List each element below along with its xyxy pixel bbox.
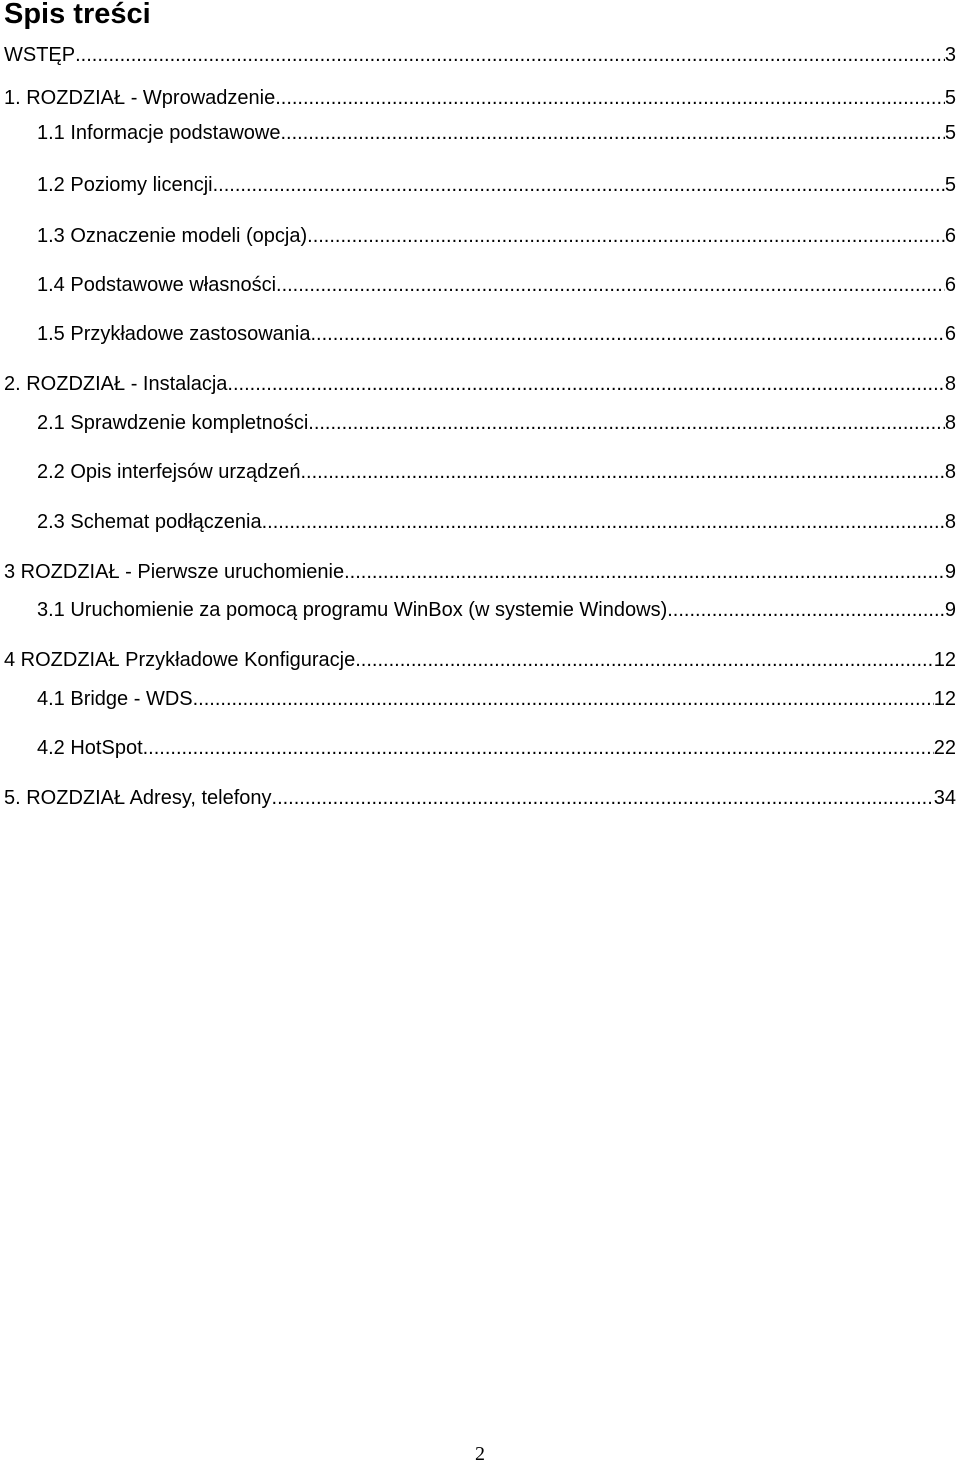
toc-entry-page: 5 (944, 122, 956, 144)
toc-dot-leader (300, 458, 944, 486)
toc-entry-label: 4 ROZDZIAŁ Przykładowe Konfiguracje (4, 649, 356, 671)
toc-entry-page: 3 (944, 44, 956, 66)
toc-dot-leader (213, 171, 945, 199)
toc-entry-label: 4.1 Bridge - WDS (37, 688, 193, 710)
toc-entry-label: 2. ROZDZIAŁ - Instalacja (4, 373, 228, 395)
toc-entry[interactable] (37, 508, 956, 536)
toc-entry-page: 8 (944, 373, 956, 395)
toc-entry-page: 5 (944, 87, 956, 109)
toc-entry-page: 6 (944, 274, 956, 296)
toc-entry[interactable] (37, 685, 956, 713)
toc-entry-label: WSTĘP (4, 44, 76, 66)
toc-entry[interactable] (37, 734, 956, 762)
toc-entry-page: 8 (944, 511, 956, 533)
toc-entry[interactable] (37, 171, 956, 199)
toc-dot-leader (227, 370, 944, 398)
toc-entry-label: 2.2 Opis interfejsów urządzeń (37, 461, 301, 483)
toc-dot-leader (280, 119, 944, 147)
toc-entry[interactable] (4, 84, 956, 112)
toc-entry-label: 2.1 Sprawdzenie kompletności (37, 412, 309, 434)
toc-entry-label: 1.4 Podstawowe własności (37, 274, 277, 296)
toc-entry-page: 8 (944, 461, 956, 483)
toc-dot-leader (143, 734, 934, 762)
toc-entry-page: 12 (933, 688, 956, 710)
toc-entry[interactable] (37, 119, 956, 147)
toc-entry-page: 22 (933, 737, 956, 759)
toc-entry-label: 1.5 Przykładowe zastosowania (37, 323, 311, 345)
toc-entry-label: 4.2 HotSpot (37, 737, 143, 759)
toc-entry-label: 2.3 Schemat podłączenia (37, 511, 262, 533)
toc-entry-label: 1.1 Informacje podstawowe (37, 122, 281, 144)
toc-entry-label: 1. ROZDZIAŁ - Wprowadzenie (4, 87, 276, 109)
toc-entry[interactable] (4, 41, 956, 69)
toc-entry-page: 34 (933, 787, 956, 809)
toc-entry-page: 8 (944, 412, 956, 434)
toc-dot-leader (308, 409, 945, 437)
toc-entry-page: 6 (944, 225, 956, 247)
toc-entry[interactable] (4, 558, 956, 586)
toc-dot-leader (75, 41, 945, 69)
toc-dot-leader (355, 646, 934, 674)
toc-dot-leader (275, 84, 945, 112)
toc-entry[interactable] (37, 320, 956, 348)
toc-dot-leader (310, 320, 944, 348)
toc-entry-label: 3 ROZDZIAŁ - Pierwsze uruchomienie (4, 561, 345, 583)
toc-dot-leader (667, 596, 945, 624)
toc-entry-page: 5 (944, 174, 956, 196)
toc-entry[interactable] (37, 222, 956, 250)
toc-dot-leader (193, 685, 934, 713)
toc-entry-page: 6 (944, 323, 956, 345)
toc-dot-leader (344, 558, 945, 586)
toc-dot-leader (262, 508, 945, 536)
toc-entry[interactable] (37, 458, 956, 486)
page-number: 2 (475, 1443, 485, 1465)
toc-entry-label: 5. ROZDZIAŁ Adresy, telefony (4, 787, 272, 809)
toc-entry[interactable] (37, 596, 956, 624)
toc-entry-page: 9 (944, 561, 956, 583)
toc-entry-label: 1.2 Poziomy licencji (37, 174, 213, 196)
toc-dot-leader (276, 271, 945, 299)
toc-entry[interactable] (4, 646, 956, 674)
toc-dot-leader (272, 784, 934, 812)
toc-dot-leader (307, 222, 945, 250)
toc-entry-label: 1.3 Oznaczenie modeli (opcja) (37, 225, 308, 247)
toc-entry-label: 3.1 Uruchomienie za pomocą programu WinBox (w systemie Windows) (37, 599, 668, 621)
toc-entry[interactable] (37, 409, 956, 437)
toc-entry[interactable] (4, 370, 956, 398)
toc-entry-page: 9 (944, 599, 956, 621)
toc-entry[interactable] (37, 271, 956, 299)
toc-entry-page: 12 (933, 649, 956, 671)
toc-entry[interactable] (4, 784, 956, 812)
page-title: Spis treści (4, 0, 151, 30)
